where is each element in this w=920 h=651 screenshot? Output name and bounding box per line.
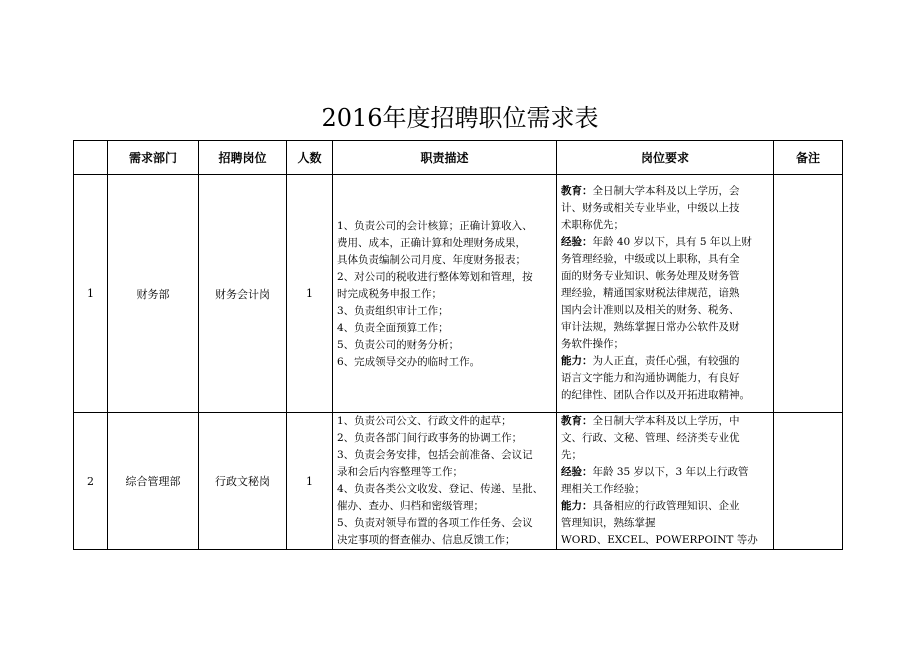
duty-line: 时完成税务申报工作； [337, 288, 442, 300]
duty-line: 5、负责公司的财务分析； [337, 339, 460, 351]
experience-text: 面的财务专业知识、帐务处理及财务管 [561, 270, 740, 282]
duty-line: 4、负责各类公文收发、登记、传递、呈批、 [337, 483, 544, 495]
header-position: 招聘岗位 [199, 141, 287, 175]
duty-line: 具体负责编制公司月度、年度财务报表； [337, 254, 526, 266]
duty-line: 3、负责组织审计工作； [337, 305, 449, 317]
duty-line: 决定事项的督查催办、信息反馈工作； [337, 534, 516, 546]
table-header-row [74, 141, 843, 175]
ability-text: 为人正直，责任心强，有较强的 [592, 355, 740, 367]
experience-label: 经验： [561, 236, 593, 248]
header-duties: 职责描述 [333, 141, 557, 175]
ability-text: 语言文字能力和沟通协调能力，有良好 [561, 372, 740, 384]
row-requirements [557, 175, 774, 413]
page-title: 2016年度招聘职位需求表 [321, 104, 599, 132]
row-duties [333, 175, 557, 413]
duty-line: 1、负责公司公文、行政文件的起草； [337, 415, 512, 427]
duty-line: 3、负责会务安排，包括会前准备、会议记 [337, 449, 533, 461]
table-row [74, 175, 843, 413]
duty-line: 2、对公司的税收进行整体筹划和管理，按 [337, 271, 533, 283]
duty-line: 1、负责公司的会计核算；正确计算收入、 [337, 220, 533, 232]
duty-line: 5、负责对领导布置的各项工作任务、会议 [337, 517, 533, 529]
row-position: 财务会计岗 [199, 175, 287, 413]
row-department: 综合管理部 [108, 413, 199, 550]
duty-line: 4、负责全面预算工作； [337, 322, 449, 334]
duty-line: 录和会后内容整理等工作； [337, 466, 463, 478]
header-count: 人数 [287, 141, 333, 175]
row-index: 1 [74, 175, 108, 413]
experience-label: 经验： [561, 466, 593, 478]
education-text: 文、行政、文秘、管理、经济类专业优 [561, 432, 740, 444]
experience-text: 务软件操作； [561, 338, 624, 350]
education-text: 先； [561, 449, 582, 461]
education-text: 术职称优先； [561, 219, 624, 231]
header-department: 需求部门 [108, 141, 199, 175]
ability-text: 管理知识，熟练掌握 [561, 517, 656, 529]
education-text: 全日制大学本科及以上学历，中 [592, 415, 740, 427]
education-text: 计、财务或相关专业毕业，中级以上技 [561, 202, 740, 214]
ability-label: 能力： [561, 500, 593, 512]
duty-line: 催办、查办、归档和密级管理； [337, 500, 484, 512]
duty-line: 6、完成领导交办的临时工作。 [337, 356, 481, 368]
duty-line: 2、负责各部门间行政事务的协调工作； [337, 432, 523, 444]
ability-text: 具备相应的行政管理知识、企业 [592, 500, 740, 512]
header-requirements: 岗位要求 [557, 141, 774, 175]
header-remarks: 备注 [774, 141, 843, 175]
row-requirements [557, 413, 774, 550]
row-count: 1 [287, 175, 333, 413]
education-label: 教育： [561, 185, 593, 197]
row-index: 2 [74, 413, 108, 550]
header-index [74, 141, 108, 175]
experience-text: 务管理经验，中级或以上职称，具有全 [561, 253, 740, 265]
row-count: 1 [287, 413, 333, 550]
experience-text: 审计法规，熟练掌握日常办公软件及财 [561, 321, 740, 333]
ability-label: 能力： [561, 355, 593, 367]
education-label: 教育： [561, 415, 593, 427]
ability-text: WORD、EXCEL、POWERPOINT 等办 [561, 534, 758, 546]
row-remarks [774, 413, 843, 550]
experience-text: 理经验，精通国家财税法律规范，谙熟 [561, 287, 740, 299]
row-position: 行政文秘岗 [199, 413, 287, 550]
ability-text: 的纪律性、团队合作以及开拓进取精神。 [561, 389, 750, 401]
row-duties [333, 413, 557, 550]
experience-text: 国内会计准则以及相关的财务、税务、 [561, 304, 740, 316]
table-row [74, 413, 843, 550]
duty-line: 费用、成本，正确计算和处理财务成果， [337, 237, 526, 249]
job-requirements-table [73, 140, 843, 550]
experience-text: 理相关工作经验； [561, 483, 645, 495]
row-department: 财务部 [108, 175, 199, 413]
row-remarks [774, 175, 843, 413]
education-text: 全日制大学本科及以上学历，会 [592, 185, 740, 197]
experience-text: 年龄 35 岁以下，3 年以上行政管 [592, 466, 749, 478]
experience-text: 年龄 40 岁以下，具有 5 年以上财 [592, 236, 752, 248]
